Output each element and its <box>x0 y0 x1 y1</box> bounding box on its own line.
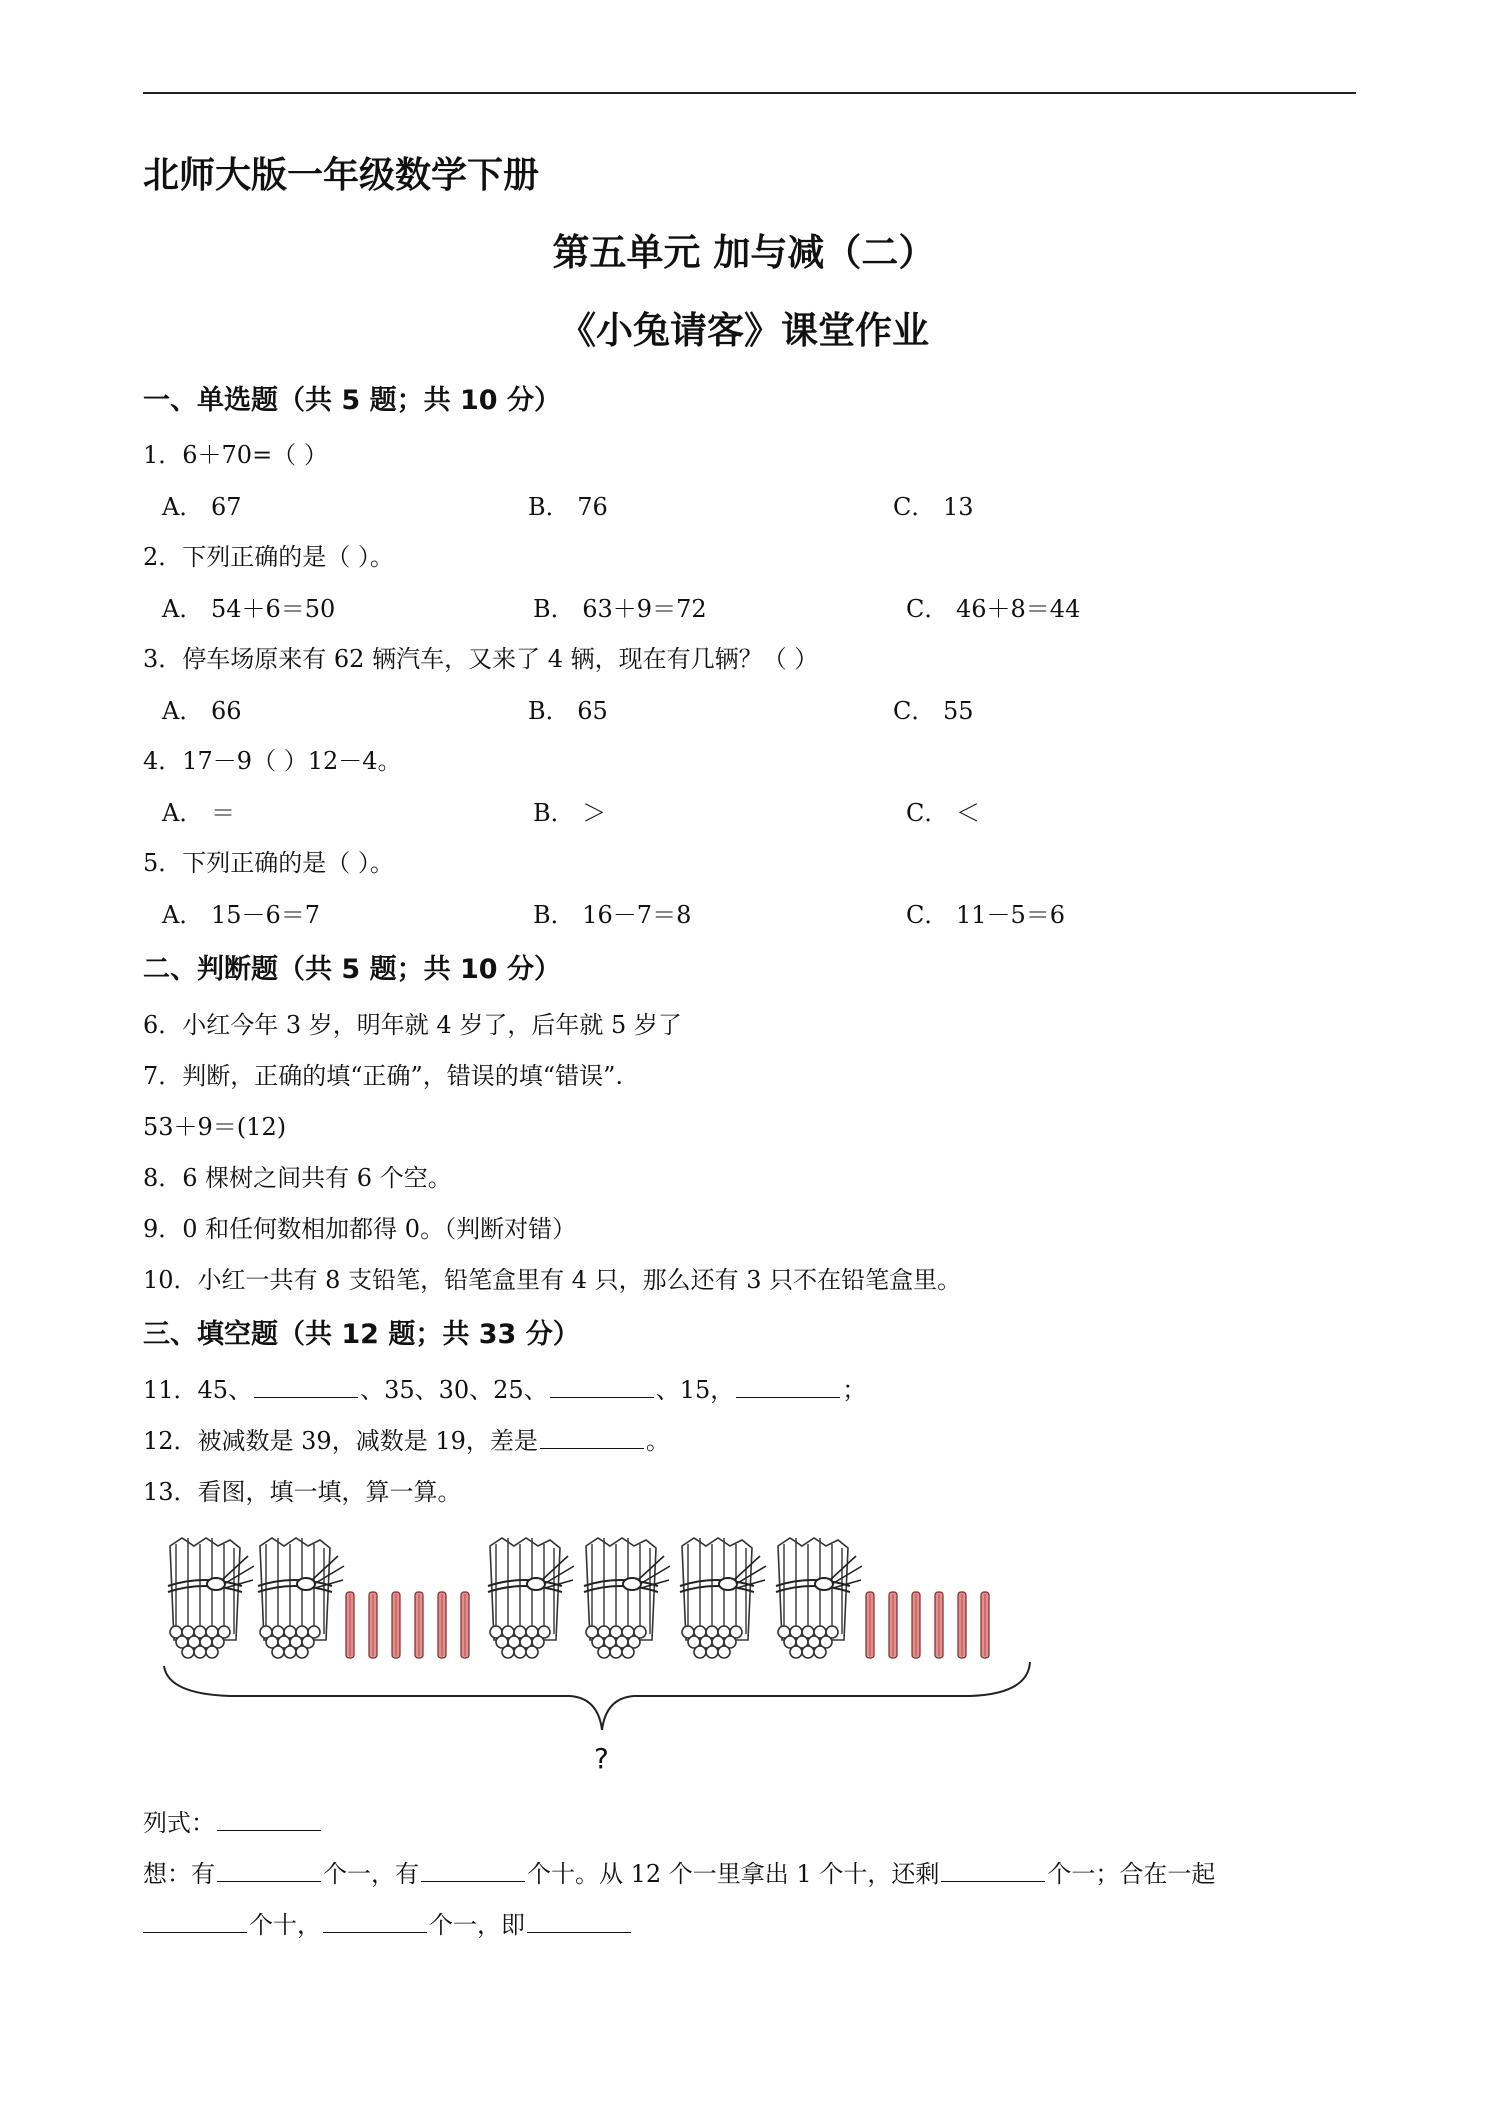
think-text-e: 个十， <box>249 1911 321 1939</box>
question-9: 9．0 和任何数相加都得 0。（判断对错） <box>143 1215 577 1243</box>
think-blank-3[interactable] <box>941 1859 1045 1882</box>
question-12 <box>143 1421 670 1456</box>
think-blank-4[interactable] <box>143 1910 247 1933</box>
think-text-b: 个一，有 <box>323 1860 419 1888</box>
bundle-2-icon <box>258 1538 344 1658</box>
think-text-f: 个一，即 <box>429 1911 525 1939</box>
q5-option-a[interactable]: A． 15－6＝7 <box>162 901 321 929</box>
q12-text-b: 。 <box>645 1427 670 1455</box>
question-6: 6．小红今年 3 岁，明年就 4 岁了，后年就 5 岁了 <box>143 1011 682 1039</box>
single-rods-group-1 <box>346 1592 469 1658</box>
q1-option-a[interactable]: A． 67 <box>162 493 242 521</box>
formula-blank[interactable] <box>217 1808 321 1831</box>
think-blank-2[interactable] <box>421 1859 525 1882</box>
curly-brace <box>164 1662 1030 1730</box>
q1-option-c[interactable]: C． 13 <box>893 493 974 521</box>
think-text-c: 个十。从 12 个一里拿出 1 个十，还剩 <box>527 1860 940 1888</box>
think-blank-5[interactable] <box>323 1910 427 1933</box>
question-8: 8．6 棵树之间共有 6 个空。 <box>143 1164 452 1192</box>
bundle-4-icon <box>584 1538 670 1658</box>
q11-blank-1[interactable] <box>254 1375 358 1398</box>
q11-text-d: ； <box>842 1376 867 1404</box>
q3-option-a[interactable]: A． 66 <box>162 697 242 725</box>
formula-label: 列式： <box>143 1809 215 1837</box>
book-title: 北师大版一年级数学下册 <box>143 155 540 196</box>
q4-option-b[interactable]: B． ＞ <box>533 799 607 827</box>
q4-option-a[interactable]: A． ＝ <box>162 799 235 827</box>
q12-text-a: 12．被减数是 39，减数是 19，差是 <box>143 1427 538 1455</box>
section-title-single-choice: 一、单选题（共 5 题；共 10 分） <box>143 385 561 416</box>
section-title-fill-blank: 三、填空题（共 12 题；共 33 分） <box>143 1319 580 1350</box>
formula-line <box>143 1803 323 1838</box>
think-text-a: 想：有 <box>143 1860 215 1888</box>
top-rule <box>143 92 1356 94</box>
q3-option-b[interactable]: B． 65 <box>528 697 608 725</box>
q5-option-b[interactable]: B． 16－7＝8 <box>533 901 692 929</box>
q5-option-c[interactable]: C． 11－5＝6 <box>906 901 1066 929</box>
bundle-3-icon <box>488 1538 574 1658</box>
think-line-1 <box>143 1854 1215 1889</box>
think-text-d: 个一；合在一起 <box>1047 1860 1216 1888</box>
single-rods-group-2 <box>866 1592 989 1658</box>
q2-option-a[interactable]: A． 54＋6＝50 <box>162 595 336 623</box>
question-7: 7．判断，正确的填“正确”，错误的填“错误”. <box>143 1062 623 1090</box>
q2-option-b[interactable]: B． 63＋9＝72 <box>533 595 707 623</box>
question-5: 5．下列正确的是（ ）。 <box>143 849 394 877</box>
figure-question-mark: ? <box>594 1742 609 1775</box>
q2-option-c[interactable]: C． 46＋8＝44 <box>906 595 1081 623</box>
lesson-title: 《小兔请客》课堂作业 <box>559 309 929 352</box>
q11-blank-2[interactable] <box>550 1375 654 1398</box>
question-4: 4．17－9（ ）12－4。 <box>143 747 402 775</box>
question-3: 3．停车场原来有 62 辆汽车，又来了 4 辆，现在有几辆？（ ） <box>143 645 819 673</box>
question-10: 10．小红一共有 8 支铅笔，铅笔盒里有 4 只，那么还有 3 只不在铅笔盒里。 <box>143 1266 962 1294</box>
question-7-equation: 53＋9＝(12) <box>143 1113 287 1141</box>
think-line-2 <box>143 1905 633 1940</box>
think-blank-6[interactable] <box>527 1910 631 1933</box>
bundle-6-icon <box>776 1538 862 1658</box>
sticks-figure <box>150 1518 1050 1778</box>
question-2: 2．下列正确的是（ ）。 <box>143 543 394 571</box>
q1-option-b[interactable]: B． 76 <box>528 493 608 521</box>
unit-title: 第五单元 加与减（二） <box>552 231 936 274</box>
q3-option-c[interactable]: C． 55 <box>893 697 974 725</box>
question-13: 13．看图，填一填，算一算。 <box>143 1478 462 1506</box>
section-title-true-false: 二、判断题（共 5 题；共 10 分） <box>143 954 561 985</box>
bundle-1-icon <box>168 1538 254 1658</box>
think-blank-1[interactable] <box>217 1859 321 1882</box>
question-1: 1．6＋70=（ ） <box>143 441 328 469</box>
q11-blank-3[interactable] <box>736 1375 840 1398</box>
q4-option-c[interactable]: C． ＜ <box>906 799 980 827</box>
q11-text-b: 、35、30、25、 <box>360 1376 548 1404</box>
q11-text-c: 、15， <box>655 1376 735 1404</box>
question-11 <box>143 1370 866 1405</box>
q11-text-a: 11．45、 <box>143 1376 253 1404</box>
q12-blank[interactable] <box>540 1426 644 1449</box>
bundle-5-icon <box>680 1538 766 1658</box>
